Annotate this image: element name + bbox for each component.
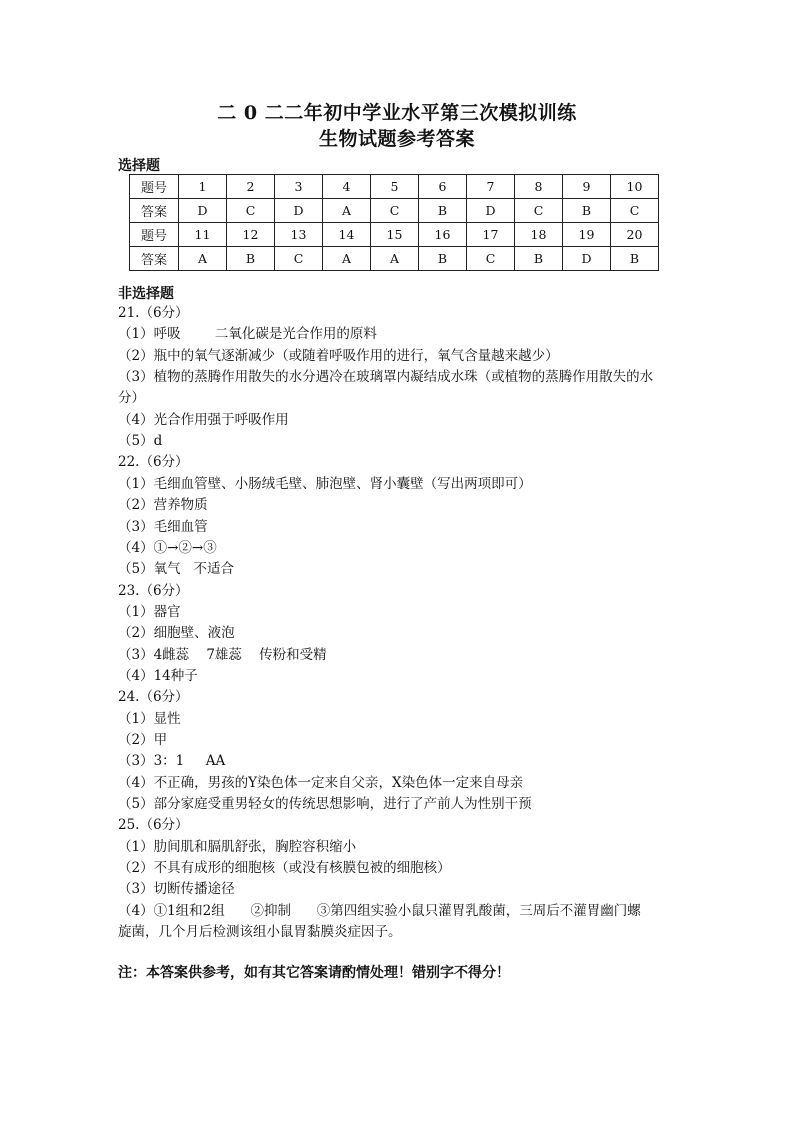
answer-line: （2）细胞壁、液泡	[118, 625, 235, 642]
table-cell: C	[467, 247, 515, 271]
footnote: 注：本答案供参考，如有其它答案请酌情处理！错别字不得分！	[118, 965, 510, 981]
table-cell: 11	[179, 223, 227, 247]
table-row-header: 题号	[130, 223, 179, 247]
table-cell: A	[323, 199, 371, 223]
table-cell: B	[227, 247, 275, 271]
table-cell: B	[515, 247, 563, 271]
answer-line: （4）不正确，男孩的Y染色体一定来自父亲，X染色体一定来自母亲	[118, 774, 524, 791]
table-row	[130, 247, 659, 271]
answer-line: （4）①1组和2组 ②抑制 ③第四组实验小鼠只灌胃乳酸菌，三周后不灌胃幽门螺	[118, 902, 641, 919]
table-cell: 16	[419, 223, 467, 247]
table-cell: 1	[179, 175, 227, 199]
answer-line: （4）①→②→③	[118, 539, 217, 556]
answer-line: （3）毛细血管	[118, 518, 208, 535]
table-cell: 7	[467, 175, 515, 199]
table-cell: 10	[611, 175, 659, 199]
answer-line: （3）切断传播途径	[118, 881, 235, 898]
table-cell: 12	[227, 223, 275, 247]
answer-line: （4）光合作用强于呼吸作用	[118, 411, 289, 428]
answer-line: 22.（6分）	[118, 454, 189, 471]
answer-line: （3）3：1 AA	[118, 753, 226, 770]
table-cell: 9	[563, 175, 611, 199]
answer-line: （2）甲	[118, 732, 168, 748]
answer-line: 25.（6分）	[118, 817, 189, 834]
answer-line: 21.（6分）	[118, 305, 189, 321]
table-cell: 18	[515, 223, 563, 247]
table-row-header: 题号	[130, 175, 179, 199]
table-cell: C	[611, 199, 659, 223]
table-cell: A	[371, 247, 419, 271]
table-row	[130, 223, 659, 247]
table-cell: C	[371, 199, 419, 223]
answer-line: 23.（6分）	[118, 582, 189, 599]
table-cell: B	[563, 199, 611, 223]
answer-line: （2）营养物质	[118, 497, 208, 514]
table-cell: D	[275, 199, 323, 223]
table-cell: 4	[323, 175, 371, 199]
answer-line: （4）14种子	[118, 667, 198, 684]
answer-line: （3）植物的蒸腾作用散失的水分遇冷在玻璃罩内凝结成水珠（或植物的蒸腾作用散失的水	[118, 369, 654, 386]
choice-section-label: 选择题	[118, 158, 160, 174]
table-cell: C	[515, 199, 563, 223]
table-cell: C	[227, 199, 275, 223]
table-cell: B	[611, 247, 659, 271]
table-cell: 20	[611, 223, 659, 247]
table-row	[130, 199, 659, 223]
answer-line: 24.（6分）	[118, 689, 189, 706]
table-cell: 2	[227, 175, 275, 199]
answer-table	[129, 174, 659, 271]
answer-line: （5）部分家庭受重男轻女的传统思想影响，进行了产前人为性别干预	[118, 796, 532, 813]
table-cell: 17	[467, 223, 515, 247]
table-cell: A	[179, 247, 227, 271]
nonchoice-section-label: 非选择题	[118, 286, 174, 302]
table-cell: 8	[515, 175, 563, 199]
table-cell: C	[275, 247, 323, 271]
answer-line: （1）器官	[118, 603, 181, 620]
table-cell: 6	[419, 175, 467, 199]
table-row-header: 答案	[130, 199, 179, 223]
answer-line: （1）呼吸 二氧化碳是光合作用的原料	[118, 326, 377, 343]
table-cell: 19	[563, 223, 611, 247]
table-cell: 3	[275, 175, 323, 199]
table-cell: 5	[371, 175, 419, 199]
document-title: 二 0 二二年初中学业水平第三次模拟训练	[217, 102, 577, 124]
table-cell: 15	[371, 223, 419, 247]
document-subtitle: 生物试题参考答案	[318, 128, 475, 150]
answer-line: （2）不具有成形的细胞核（或没有核膜包被的细胞核）	[118, 860, 451, 877]
table-cell: B	[419, 247, 467, 271]
table-row-header: 答案	[130, 247, 179, 271]
answer-line: （1）毛细血管壁、小肠绒毛壁、肺泡壁、肾小囊壁（写出两项即可）	[118, 475, 532, 492]
answer-line: （1）显性	[118, 710, 181, 727]
table-cell: 14	[323, 223, 371, 247]
answer-line: （1）肋间肌和膈肌舒张，胸腔容积缩小	[118, 838, 357, 855]
table-cell: 13	[275, 223, 323, 247]
table-cell: D	[563, 247, 611, 271]
answer-line: 旋菌，几个月后检测该组小鼠胃黏膜炎症因子。	[118, 924, 402, 941]
answer-line: （2）瓶中的氧气逐渐减少（或随着呼吸作用的进行，氧气含量越来越少）	[118, 347, 559, 364]
table-row	[130, 175, 659, 199]
table-cell: B	[419, 199, 467, 223]
answer-line: 分）	[118, 390, 145, 407]
answer-line: （5）氧气 不适合	[118, 561, 234, 578]
table-cell: D	[179, 199, 227, 223]
table-cell: D	[467, 199, 515, 223]
table-cell: A	[323, 247, 371, 271]
answer-line: （3）4雌蕊 7雄蕊 传粉和受精	[118, 646, 327, 663]
answer-line: （5）d	[118, 433, 163, 450]
